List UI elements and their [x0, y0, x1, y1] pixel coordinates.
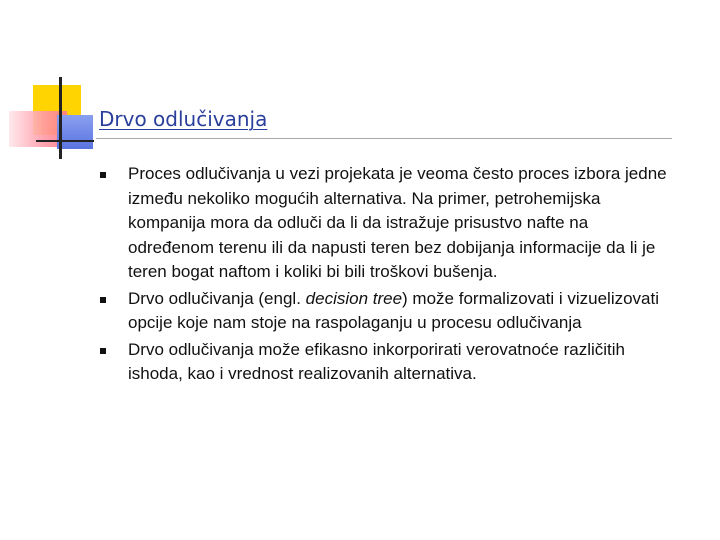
decor-vertical-line: [59, 77, 62, 159]
bullet-text: Drvo odlučivanja može efikasno inkorporirati verovatnoće različitih ishoda, kao i vrednost realizovanih alternativa.: [128, 339, 626, 383]
list-item: [96, 162, 676, 285]
title-divider: [96, 138, 672, 139]
square-bullet-icon: [100, 348, 106, 354]
bullet-text: Proces odlučivanja u vezi projekata je veoma često proces izbora jedne između nekoliko mogućih alternativa. Na primer, petrohemijska kompanija mora da odluči da li da istražuje prisustvo nafte na određenom terenu ili da napusti teren bez dobijanja informacije da li je teren bogat naftom i koliki bi bili troškovi bušenja.: [128, 164, 667, 281]
list-item: [96, 338, 676, 387]
decor-blue-square: [57, 115, 93, 149]
decor-horizontal-line: [36, 140, 94, 142]
bullet-text-after: ) može formalizovati i vizuelizovati opcije koje nam stoje na raspolaganju u procesu odlučivanja: [128, 288, 660, 332]
square-bullet-icon: [100, 297, 106, 303]
bullet-list: [96, 162, 676, 389]
bullet-text-italic: decision tree: [305, 288, 403, 308]
slide-title: Drvo odlučivanja: [99, 107, 268, 131]
list-item: [96, 287, 676, 336]
square-bullet-icon: [100, 172, 106, 178]
bullet-text-before: Drvo odlučivanja (engl.: [128, 288, 306, 308]
